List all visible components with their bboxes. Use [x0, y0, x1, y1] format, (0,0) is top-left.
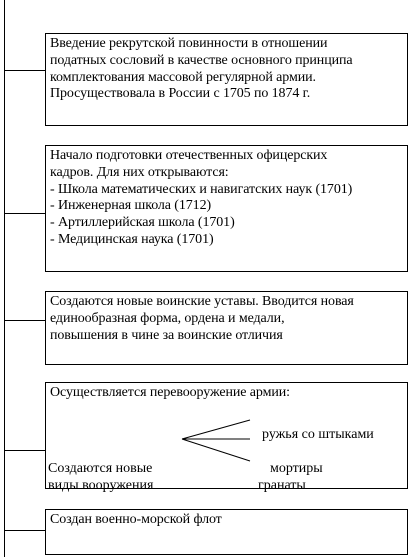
- branch-grenades: гранаты: [258, 478, 306, 493]
- new-weapons-label: Создаются новые виды вооружения: [48, 461, 154, 493]
- branch-arrows: [46, 383, 409, 490]
- box-navy: [45, 509, 408, 555]
- connector-2: [4, 213, 45, 214]
- connector-3: [4, 320, 45, 321]
- branch-mortars: мортиры: [270, 461, 323, 476]
- box-recruitment-text: Введение рекрутской повинности в отношении податных сословий в качестве основного принципа комплектования массовой регулярной армии. Просуществовала в России с 1705 по 1874 г.: [50, 36, 353, 102]
- box-recruitment: [45, 33, 408, 126]
- branch-rifles: ружья со штыками: [262, 427, 374, 442]
- connector-4: [4, 450, 45, 451]
- branch-line-top: [182, 420, 250, 439]
- connector-1: [4, 70, 45, 71]
- branch-line-bottom: [182, 439, 250, 461]
- box-officer-training-text: Начало подготовки отечественных офицерских кадров. Для них открываются: - Школа математических и навигатских наук (1701) - Инженерная школа (1712) - Артиллерийская школа (1701) - Медицинская наука (1701): [50, 148, 353, 247]
- connector-5: [4, 530, 45, 531]
- box-regulations-text: Создаются новые воинские уставы. Вводится новая единообразная форма, ордена и медали, повышения в чине за воинские отличия: [50, 294, 354, 343]
- box-rearmament-text: Осуществляется перевооружение армии:: [50, 385, 290, 400]
- box-officer-training: [45, 145, 408, 272]
- box-rearmament: [45, 382, 408, 493]
- box-regulations: [45, 291, 408, 365]
- spine-line: [4, 0, 5, 557]
- box-navy-text: Создан военно-морской флот: [50, 512, 222, 527]
